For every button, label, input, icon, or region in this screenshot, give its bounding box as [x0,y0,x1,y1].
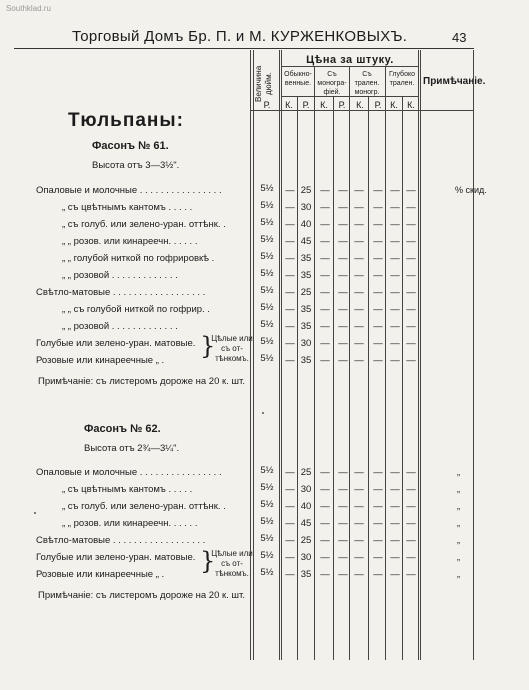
row-dash: — [406,219,416,230]
row-size: 5½ [260,200,274,211]
currency-rule [281,96,418,97]
row-dash: — [354,185,364,196]
row-dash: — [373,202,383,213]
row-size: 5½ [260,285,274,296]
row-dash: — [338,552,348,563]
print-speck [34,512,36,514]
row-label: Розовые или кинареечные „ . [36,355,165,366]
row-label: Голубые или зелено-уран. матовые. [36,338,196,349]
row-dash: — [285,236,295,247]
row-remark: % скид. [455,185,487,195]
row-dash: — [373,219,383,230]
row-size: 5½ [260,302,274,313]
price-col-deep-etched: Глубоко трален. [389,71,415,87]
model-height: Высота отъ 3—3½". [92,160,180,171]
row-label: Голубые или зелено-уран. матовые. [36,552,196,563]
row-dash: — [390,569,400,580]
row-label: Опаловые и молочные . . . . . . . . . . . . . . . . [36,185,222,196]
row-dash: — [406,270,416,281]
row-dash: — [406,552,416,563]
row-dash: — [390,501,400,512]
row-dash: — [354,287,364,298]
price-group-header: Цѣна за штуку. [306,54,394,66]
row-label: Опаловые и молочные . . . . . . . . . . . . . . . . [36,467,222,478]
row-price: 30 [300,552,312,563]
row-dash: — [338,236,348,247]
row-dash: — [320,202,330,213]
row-dash: — [338,321,348,332]
row-label: Свѣтло-матовые . . . . . . . . . . . . . . . . . . [36,535,206,546]
currency-k: К. [320,100,328,110]
table-row [0,516,529,533]
row-dash: — [406,569,416,580]
row-dash: — [406,202,416,213]
row-dash: — [320,552,330,563]
row-price: 35 [300,355,312,366]
row-dash: — [320,253,330,264]
row-dash: — [373,552,383,563]
row-dash: — [338,484,348,495]
row-dash: — [354,467,364,478]
row-dash: — [285,552,295,563]
row-label: „ съ голуб. или зелено-уран. оттѣнк. . [62,219,226,230]
row-remark: „ [457,552,460,562]
row-dash: — [406,304,416,315]
row-dash: — [354,569,364,580]
table-row [0,353,529,370]
row-dash: — [390,287,400,298]
row-size: 5½ [260,234,274,245]
currency-k: К. [390,100,398,110]
currency-r: Р. [263,100,271,110]
currency-r: Р. [338,100,346,110]
row-dash: — [320,501,330,512]
row-size: 5½ [260,533,274,544]
price-col-monogram: Съ моногра-фіей. [317,71,347,96]
size-column-header: Величина дюйм. [254,65,273,103]
page-number: 43 [452,30,467,45]
brace-glyph: } [200,547,216,575]
row-price: 25 [300,535,312,546]
table-row [0,251,529,268]
row-label: „ „ розовой . . . . . . . . . . . . . [62,321,178,332]
row-size: 5½ [260,465,274,476]
row-dash: — [373,467,383,478]
header-rule [14,48,474,49]
row-dash: — [285,202,295,213]
header-bottom-rule [251,110,473,111]
row-dash: — [338,338,348,349]
row-dash: — [338,253,348,264]
row-dash: — [406,236,416,247]
table-row [0,482,529,499]
row-dash: — [354,219,364,230]
row-dash: — [373,270,383,281]
table-row [0,200,529,217]
row-label: Свѣтло-матовые . . . . . . . . . . . . . . . . . . [36,287,206,298]
row-dash: — [338,270,348,281]
row-dash: — [354,338,364,349]
row-size: 5½ [260,482,274,493]
row-dash: — [390,355,400,366]
note-column-header: Примѣчаніе. [423,76,486,87]
row-dash: — [373,518,383,529]
row-price: 40 [300,501,312,512]
row-size: 5½ [260,319,274,330]
row-dash: — [373,304,383,315]
row-size: 5½ [260,251,274,262]
row-dash: — [285,355,295,366]
row-dash: — [285,484,295,495]
row-dash: — [338,304,348,315]
row-size: 5½ [260,217,274,228]
brace-glyph: } [200,332,216,360]
row-dash: — [320,219,330,230]
row-dash: — [390,185,400,196]
row-dash: — [354,518,364,529]
row-size: 5½ [260,499,274,510]
row-dash: — [354,304,364,315]
row-dash: — [285,569,295,580]
row-dash: — [338,518,348,529]
row-dash: — [390,338,400,349]
model-height: Высота отъ 2¾—3¼". [84,443,180,454]
table-row [0,285,529,302]
currency-k: К. [285,100,293,110]
row-dash: — [354,253,364,264]
row-dash: — [373,185,383,196]
row-size: 5½ [260,353,274,364]
row-dash: — [354,202,364,213]
row-dash: — [285,287,295,298]
row-label: „ „ розовой . . . . . . . . . . . . . [62,270,178,281]
row-dash: — [320,467,330,478]
row-price: 25 [300,467,312,478]
row-price: 30 [300,202,312,213]
table-row [0,499,529,516]
row-price: 35 [300,253,312,264]
page-header: Торговый Домъ Бр. П. и М. КУРЖЕНКОВЫХЪ. [72,28,408,45]
footnote: Примѣчаніе: съ листеромъ дороже на 20 к. шт. [38,376,245,387]
row-dash: — [373,253,383,264]
table-row [0,567,529,584]
table-row [0,302,529,319]
row-label: „ съ цвѣтнымъ кантомъ . . . . . [62,484,193,495]
row-dash: — [354,535,364,546]
row-size: 5½ [260,336,274,347]
row-dash: — [338,202,348,213]
table-row [0,217,529,234]
row-dash: — [390,535,400,546]
row-dash: — [320,535,330,546]
row-size: 5½ [260,268,274,279]
row-dash: — [373,355,383,366]
row-price: 30 [300,338,312,349]
row-size: 5½ [260,516,274,527]
row-dash: — [373,338,383,349]
row-dash: — [354,236,364,247]
row-dash: — [373,535,383,546]
row-dash: — [320,338,330,349]
row-dash: — [406,185,416,196]
row-price: 25 [300,185,312,196]
model-title: Фасонъ № 62. [84,423,161,435]
row-dash: — [406,484,416,495]
row-price: 40 [300,219,312,230]
row-dash: — [406,518,416,529]
row-price: 35 [300,304,312,315]
price-col-ordinary: Обыкно-венные. [284,71,312,87]
row-dash: — [320,518,330,529]
footnote: Примѣчаніе: съ листеромъ дороже на 20 к. шт. [38,590,245,601]
row-dash: — [285,270,295,281]
row-dash: — [285,304,295,315]
row-dash: — [390,518,400,529]
row-price: 25 [300,287,312,298]
row-dash: — [373,501,383,512]
row-label: „ „ розов. или кинареечн. . . . . . [62,518,198,529]
row-dash: — [338,185,348,196]
row-label: „ „ розов. или кинареечн. . . . . . [62,236,198,247]
row-dash: — [390,552,400,563]
row-dash: — [320,185,330,196]
table-row [0,465,529,482]
row-dash: — [390,253,400,264]
row-dash: — [390,202,400,213]
row-dash: — [406,253,416,264]
row-dash: — [406,501,416,512]
currency-k: К. [356,100,364,110]
brace-note: Цѣлые или съ от-тѣнкомъ. [211,549,253,578]
table-row [0,234,529,251]
row-price: 35 [300,569,312,580]
row-dash: — [390,219,400,230]
row-remark: „ [457,501,460,511]
row-dash: — [320,270,330,281]
table-row [0,533,529,550]
row-dash: — [320,287,330,298]
row-dash: — [406,287,416,298]
row-dash: — [373,484,383,495]
table-row [0,336,529,353]
row-size: 5½ [260,183,274,194]
row-dash: — [354,552,364,563]
row-dash: — [320,355,330,366]
row-dash: — [390,484,400,495]
row-dash: — [390,467,400,478]
row-remark: „ [457,518,460,528]
row-dash: — [320,236,330,247]
currency-r: Р. [302,100,310,110]
brace-note: Цѣлые или съ от-тѣнкомъ. [211,334,253,363]
row-dash: — [390,321,400,332]
row-dash: — [373,287,383,298]
row-dash: — [406,467,416,478]
row-size: 5½ [260,550,274,561]
row-dash: — [338,467,348,478]
row-dash: — [320,569,330,580]
section-title: Тюльпаны: [68,110,184,131]
row-dash: — [373,569,383,580]
row-dash: — [285,321,295,332]
row-price: 35 [300,321,312,332]
row-label: „ „ голубой ниткой по гофрировкѣ . [62,253,215,264]
row-label: „ съ цвѣтнымъ кантомъ . . . . . [62,202,193,213]
row-label: „ съ голуб. или зелено-уран. оттѣнк. . [62,501,226,512]
row-dash: — [285,501,295,512]
row-remark: „ [457,535,460,545]
currency-r: Р. [374,100,382,110]
row-dash: — [338,569,348,580]
row-remark: „ [457,569,460,579]
row-dash: — [285,185,295,196]
row-dash: — [338,219,348,230]
row-dash: — [406,535,416,546]
row-dash: — [320,484,330,495]
row-dash: — [338,501,348,512]
print-speck [262,412,264,414]
row-dash: — [285,219,295,230]
row-dash: — [285,467,295,478]
row-dash: — [320,321,330,332]
row-dash: — [354,501,364,512]
row-dash: — [373,321,383,332]
row-dash: — [285,338,295,349]
model-title: Фасонъ № 61. [92,140,169,152]
price-col-etched-monogram: Съ трален. моногр. [354,71,380,96]
currency-k: К. [407,100,415,110]
table-row [0,550,529,567]
row-dash: — [390,304,400,315]
row-dash: — [354,321,364,332]
row-dash: — [338,355,348,366]
row-dash: — [390,236,400,247]
row-remark: „ [457,484,460,494]
table-row [0,183,529,200]
row-label: „ „ съ голубой ниткой по гофрир. . [62,304,210,315]
row-price: 35 [300,270,312,281]
row-size: 5½ [260,567,274,578]
table-row [0,268,529,285]
row-dash: — [406,355,416,366]
row-dash: — [285,253,295,264]
row-dash: — [338,535,348,546]
row-dash: — [320,304,330,315]
row-price: 45 [300,518,312,529]
row-dash: — [285,518,295,529]
row-price: 30 [300,484,312,495]
row-label: Розовые или кинареечные „ . [36,569,165,580]
row-dash: — [338,287,348,298]
row-price: 45 [300,236,312,247]
row-dash: — [390,270,400,281]
row-dash: — [354,355,364,366]
row-dash: — [373,236,383,247]
row-dash: — [354,270,364,281]
watermark: Southklad.ru [6,4,51,13]
row-dash: — [406,338,416,349]
row-dash: — [354,484,364,495]
row-remark: „ [457,467,460,477]
table-row [0,319,529,336]
row-dash: — [406,321,416,332]
row-dash: — [285,535,295,546]
